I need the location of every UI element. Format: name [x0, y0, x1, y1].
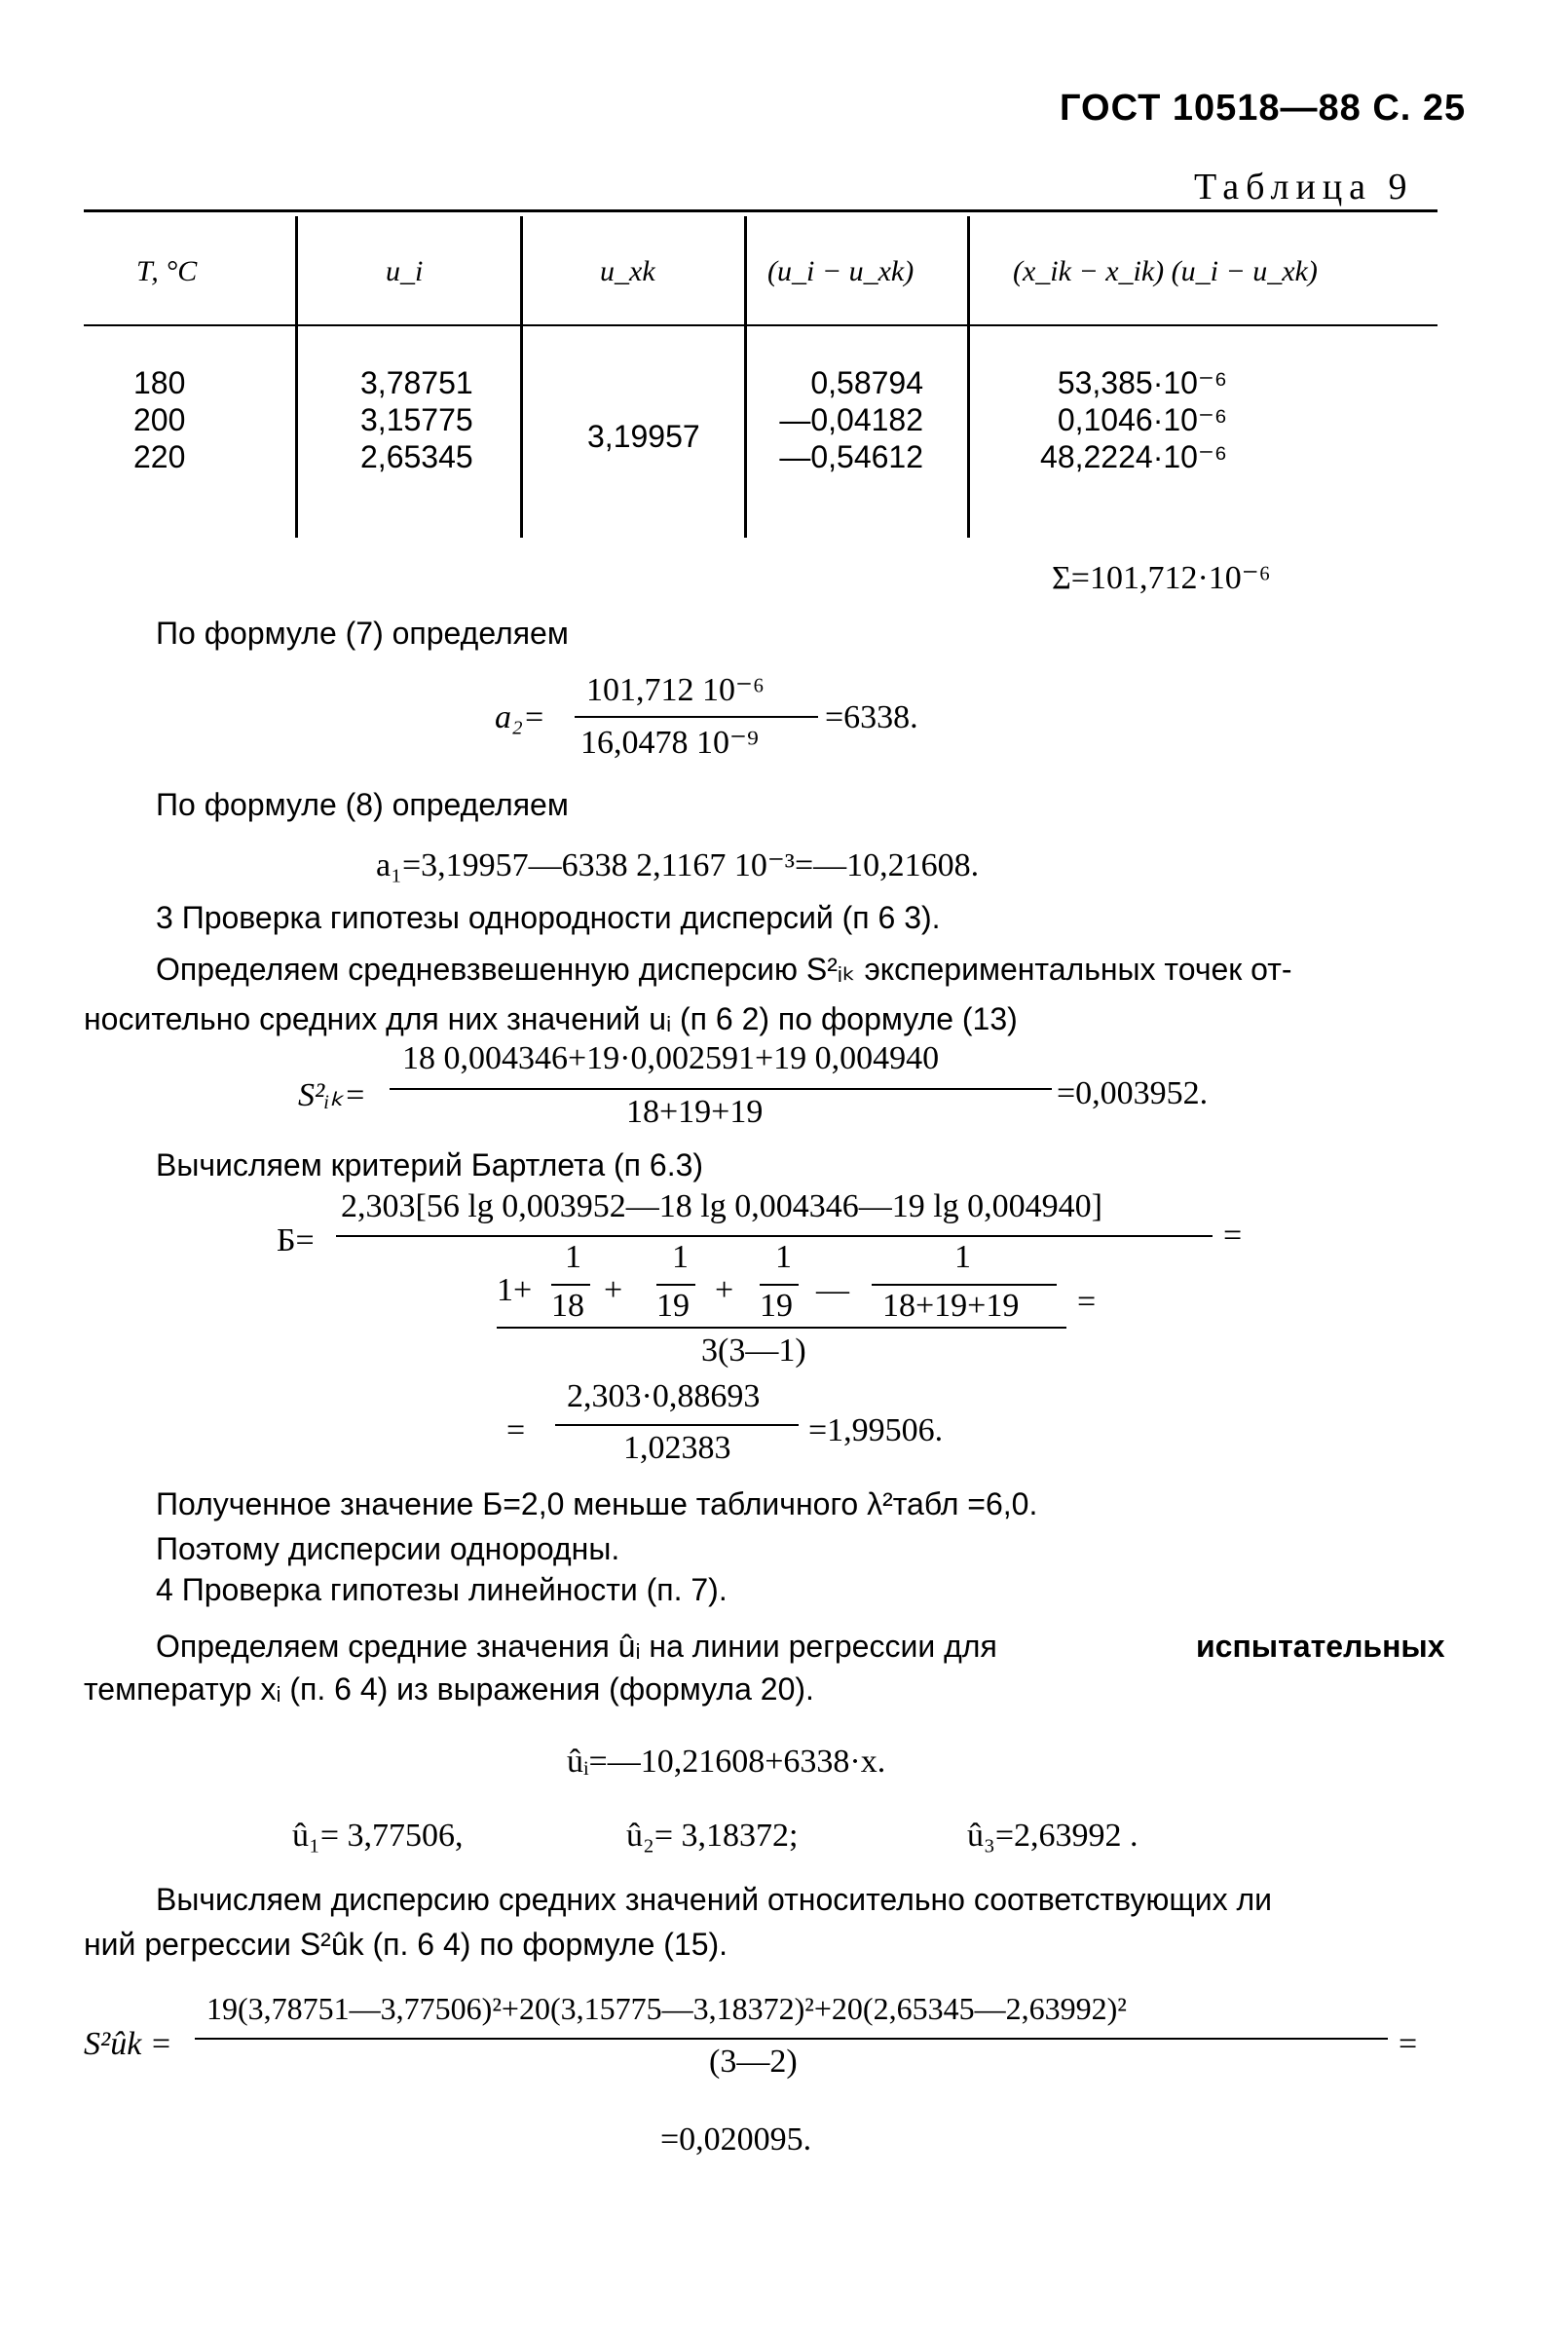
- table-top-rule: [84, 209, 1437, 212]
- formula-a2-lhs: a₂=: [495, 699, 545, 735]
- table-cell: 0,58794: [810, 365, 923, 400]
- table-cell: 53,385·10⁻⁶: [1057, 365, 1227, 400]
- formula-a2-numerator: 101,712 10⁻⁶: [586, 672, 765, 708]
- table-cell: 2,65345: [360, 439, 473, 474]
- table-column-divider: [520, 216, 523, 538]
- paragraph-formula-8: По формуле (8) определяем: [156, 787, 569, 822]
- fraction-bar: [656, 1284, 695, 1286]
- formula-b-eq: =: [1223, 1218, 1243, 1254]
- table-cell: 48,2224·10⁻⁶: [1040, 439, 1227, 474]
- formula-15-denominator: (3—2): [709, 2044, 798, 2080]
- formula-15-numerator: 19(3,78751—3,77506)²+20(3,15775—3,18372)²+20(2,65345—2,63992)²: [206, 1991, 1127, 2026]
- fraction-numerator: 1: [565, 1239, 581, 1275]
- formula-b-den-three: 3(3—1): [701, 1332, 806, 1369]
- table-cell: 200: [133, 402, 186, 437]
- paragraph-regression-means-end: испытательных: [1196, 1629, 1445, 1664]
- table-cell: 220: [133, 439, 186, 474]
- difference-column: [769, 364, 923, 475]
- fraction-bar: [760, 1284, 799, 1286]
- formula-13-lhs: S²ᵢₖ=: [298, 1077, 366, 1113]
- paragraph-regression-means: Определяем средние значения ûᵢ на линии регрессии для: [156, 1629, 997, 1664]
- table-cell: 3,15775: [360, 402, 473, 437]
- fraction-denominator: 18: [551, 1288, 584, 1324]
- value-u1: û₁= 3,77506,: [292, 1818, 464, 1854]
- fraction-numerator: 1: [672, 1239, 689, 1275]
- formula-b-plus: +: [715, 1272, 734, 1308]
- formula-b-numerator-2: 2,303·0,88693: [567, 1378, 761, 1414]
- paragraph-weighted-variance-cont: носительно средних для них значений uᵢ (п 6 2) по формуле (13): [84, 1001, 1018, 1036]
- column-header-uxk: u_xk: [600, 255, 655, 287]
- paragraph-weighted-variance: Определяем средневзвешенную дисперсию S²ᵢₖ экспериментальных точек от-: [156, 952, 1292, 987]
- formula-b-result: =1,99506.: [808, 1412, 944, 1448]
- formula-b-eq: =: [506, 1412, 526, 1448]
- table-cell-uxk: 3,19957: [587, 419, 700, 454]
- column-header-ui: u_i: [386, 255, 424, 287]
- formula-13-denominator: 18+19+19: [626, 1094, 764, 1130]
- fraction-bar: [336, 1235, 1213, 1237]
- paragraph-regression-means-cont: температур xᵢ (п. 6 4) из выражения (формула 20).: [84, 1671, 814, 1707]
- table-cell: —0,54612: [779, 439, 923, 474]
- fraction-bar: [575, 716, 818, 718]
- table-sum: Σ=101,712·10⁻⁶: [1052, 560, 1271, 596]
- table-cell: —0,04182: [779, 402, 923, 437]
- ui-column: [360, 364, 473, 475]
- formula-13-numerator: 18 0,004346+19·0,002591+19 0,004940: [402, 1040, 940, 1076]
- formula-a2-result: =6338.: [825, 699, 918, 735]
- paragraph-dispersion: Вычисляем дисперсию средних значений относительно соответствующих ли: [156, 1882, 1273, 1917]
- formula-15-result: =0,020095.: [660, 2121, 812, 2158]
- paragraph-dispersion-cont: ний регрессии S²ûk (п. 6 4) по формуле (15).: [84, 1927, 728, 1962]
- fraction-denominator: 19: [656, 1288, 690, 1324]
- formula-b-den-one: 1+: [497, 1272, 533, 1308]
- fraction-bar: [195, 2038, 1388, 2040]
- fraction-bar: [390, 1088, 1052, 1090]
- column-header-difference: (u_i − u_xk): [767, 255, 915, 287]
- paragraph-bartlett: Вычисляем критерий Бартлета (п 6.3): [156, 1147, 704, 1182]
- fraction-bar: [872, 1284, 1057, 1286]
- formula-a1: a₁=3,19957—6338 2,1167 10⁻³=—10,21608.: [376, 847, 980, 883]
- table-column-divider: [744, 216, 747, 538]
- fraction-bar: [497, 1327, 1066, 1329]
- column-header-product: (x_ik − x_ik) (u_i − u_xk): [1013, 255, 1318, 287]
- temperature-column: [133, 364, 185, 475]
- formula-15-lhs: S²ûk =: [84, 2026, 172, 2062]
- formula-b-eq: =: [1077, 1284, 1097, 1320]
- fraction-denominator: 18+19+19: [882, 1288, 1020, 1324]
- table-header-rule: [84, 324, 1437, 326]
- fraction-numerator: 1: [775, 1239, 792, 1275]
- table-cell: 3,78751: [360, 365, 473, 400]
- formula-13-result: =0,003952.: [1057, 1075, 1209, 1111]
- paragraph-conclusion: Поэтому дисперсии однородны.: [156, 1531, 620, 1566]
- section-4-heading: 4 Проверка гипотезы линейности (п. 7).: [156, 1572, 728, 1607]
- formula-b-plus: +: [604, 1272, 623, 1308]
- value-u2: û₂= 3,18372;: [626, 1818, 799, 1854]
- formula-b-minus: —: [816, 1272, 849, 1308]
- formula-a2-denominator: 16,0478 10⁻⁹: [580, 725, 759, 761]
- formula-b-denominator-2: 1,02383: [623, 1430, 731, 1466]
- formula-b-lhs: Б=: [277, 1222, 315, 1258]
- fraction-bar: [551, 1284, 590, 1286]
- fraction-numerator: 1: [954, 1239, 971, 1275]
- table-cell: 180: [133, 365, 186, 400]
- section-3-heading: 3 Проверка гипотезы однородности дисперсий (п 6 3).: [156, 900, 941, 935]
- table-caption: Таблица 9: [1194, 167, 1414, 207]
- document-reference: ГОСТ 10518—88 С. 25: [1060, 88, 1467, 129]
- table-column-divider: [295, 216, 298, 538]
- paragraph-formula-7: По формуле (7) определяем: [156, 616, 569, 651]
- product-column: [1003, 364, 1227, 475]
- formula-15-eq: =: [1399, 2026, 1418, 2062]
- table-column-divider: [967, 216, 970, 538]
- fraction-denominator: 19: [760, 1288, 793, 1324]
- value-u3: û₃=2,63992 .: [967, 1818, 1139, 1854]
- formula-b-numerator: 2,303[56 lg 0,003952—18 lg 0,004346—19 lg 0,004940]: [341, 1188, 1102, 1224]
- formula-20: ûᵢ=—10,21608+6338·x.: [567, 1744, 886, 1780]
- fraction-bar: [555, 1424, 799, 1426]
- paragraph-comparison: Полученное значение Б=2,0 меньше табличного λ²табл =6,0.: [156, 1486, 1038, 1521]
- table-cell: 0,1046·10⁻⁶: [1057, 402, 1227, 437]
- column-header-temperature: Т, °С: [136, 255, 198, 287]
